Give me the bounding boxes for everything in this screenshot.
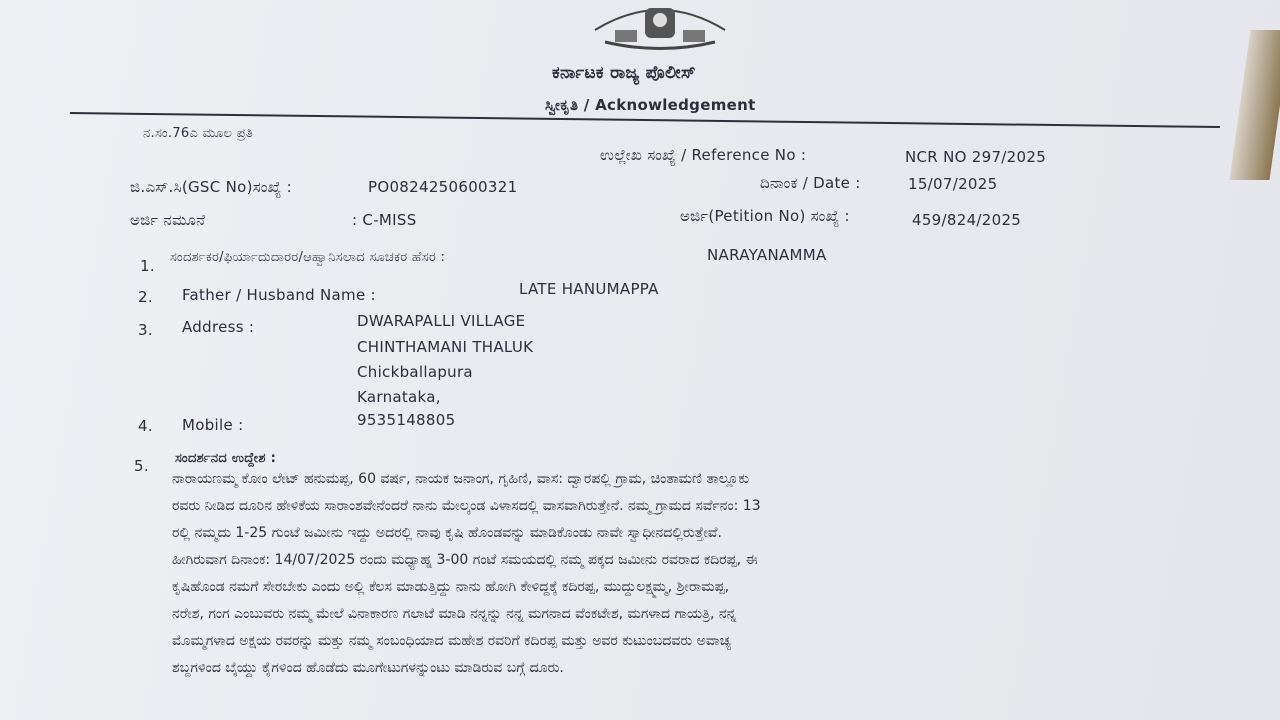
- field-number: 3.: [138, 321, 153, 339]
- acknowledgement-title: ಸ್ವೀಕೃತಿ / Acknowledgement: [545, 96, 756, 114]
- father-name-value: LATE HANUMAPPA: [519, 280, 659, 298]
- address-line: CHINTHAMANI THALUK: [357, 338, 534, 356]
- table-edge: [1229, 30, 1280, 180]
- mobile-value: 9535148805: [357, 411, 456, 429]
- purpose-line: ರವರು ನೀಡಿದ ದೂರಿನ ಹೇಳಿಕೆಯ ಸಾರಾಂಶವೇನೆಂದರೆ ನಾನು ಮೇಲ್ಕಂಡ ವಿಳಾಸದಲ್ಲಿ ವಾಸವಾಗಿರುತ್ತೇನೆ. ನಮ್ಮ ಗ್ರಾಮದ ಸರ್ವೆನಂ: 13: [172, 498, 761, 514]
- form-type-value: : C-MISS: [352, 211, 417, 229]
- field-number: 5.: [134, 457, 149, 475]
- gsc-value: PO0824250600321: [368, 178, 518, 196]
- petition-value: 459/824/2025: [912, 211, 1022, 229]
- father-name-label: Father / Husband Name :: [182, 286, 376, 304]
- address-value: DWARAPALLI VILLAGE: [357, 312, 526, 330]
- field-number: 1.: [140, 257, 155, 275]
- purpose-label: ಸಂದರ್ಶನದ ಉದ್ದೇಶ :: [175, 451, 277, 466]
- gsc-label: ಜಿ.ಎಸ್.ಸಿ(GSC No)ಸಂಖ್ಯೆ :: [130, 178, 292, 196]
- address-label: Address :: [182, 318, 255, 336]
- purpose-line: ಹೀಗಿರುವಾಗ ದಿನಾಂಕ: 14/07/2025 ರಂದು ಮಧ್ಯಾಹ್ನ 3-00 ಗಂಟೆ ಸಮಯದಲ್ಲಿ ನಮ್ಮ ಪಕ್ಕದ ಜಮೀನು ರವರಾದ ಕದಿರಪ್ಪ, ಈ: [172, 552, 758, 568]
- petition-label: ಅರ್ಜಿ(Petition No) ಸಂಖ್ಯೆ :: [680, 207, 850, 225]
- purpose-line: ಕೃಷಿಹೊಂಡ ನಮಗೆ ಸೇರಬೇಕು ಎಂದು ಅಲ್ಲಿ ಕೆಲಸ ಮಾಡುತ್ತಿದ್ದು ನಾನು ಹೋಗಿ ಕೇಳಿದ್ದಕ್ಕೆ ಕದಿರಪ್ಪ, ಮುದ್ದುಲಕ್ಷ್ಮಮ್ಮ, ಶ್ರೀರಾಮಪ್ಪ,: [172, 579, 730, 595]
- purpose-line: ಶಬ್ದಗಳಿಂದ ಬೈಯ್ದು ಕೈಗಳಿಂದ ಹೊಡೆದು ಮೂಗೇಟುಗಳನ್ನುಂಟು ಮಾಡಿರುವ ಬಗ್ಗೆ ದೂರು.: [172, 660, 564, 676]
- date-label: ದಿನಾಂಕ / Date :: [760, 174, 861, 192]
- visitor-name-value: NARAYANAMMA: [707, 246, 827, 264]
- police-title: ಕರ್ನಾಟಕ ರಾಜ್ಯ ಪೊಲೀಸ್: [552, 63, 696, 83]
- purpose-line: ನಾರಾಯಣಮ್ಮ ಕೋಂ ಲೇಟ್ ಹನುಮಪ್ಪ, 60 ವರ್ಷ, ನಾಯಕ ಜನಾಂಗ, ಗೃಹಿಣಿ, ವಾಸ: ದ್ವಾರಪಲ್ಲಿ ಗ್ರಾಮ, ಚಿಂತಾಮಣಿ ತಾಲ್ಲೂಕು: [172, 471, 750, 487]
- address-line: Chickballapura: [357, 363, 473, 381]
- purpose-line: ನರೇಶ, ಗಂಗ ಎಂಬುವರು ನಮ್ಮ ಮೇಲೆ ವಿನಾಕಾರಣ ಗಲಾಟೆ ಮಾಡಿ ನನ್ನನ್ನು ನನ್ನ ಮಗನಾದ ವೆಂಕಟೇಶ, ಮಗಳಾದ ಗಾಯತ್ರಿ, ನನ್ನ: [172, 606, 737, 622]
- form-number: ನ.ಸಂ.76ಎ ಮೂಲ ಪ್ರತಿ: [143, 126, 254, 141]
- address-line: Karnataka,: [357, 388, 441, 406]
- reference-label: ಉಲ್ಲೇಖ ಸಂಖ್ಯೆ / Reference No :: [600, 146, 807, 164]
- purpose-text: [172, 466, 1192, 682]
- karnataka-emblem-icon: [585, 0, 735, 52]
- date-value: 15/07/2025: [908, 175, 998, 193]
- reference-value: NCR NO 297/2025: [905, 148, 1047, 166]
- form-type-label: ಅರ್ಜಿ ನಮೂನೆ: [130, 211, 206, 229]
- field-number: 4.: [138, 417, 153, 435]
- purpose-line: ಮೊಮ್ಮಗಳಾದ ಅಕ್ಷಯ ರವರನ್ನು ಮತ್ತು ನಮ್ಮ ಸಂಬಂಧಿಯಾದ ಮಹೇಶ ರವರಿಗೆ ಕದಿರಪ್ಪ ಮತ್ತು ಅವರ ಕುಟುಂಬದವರು ಅವಾಚ್ಯ: [172, 633, 732, 649]
- visitor-name-label: ಸಂದರ್ಶಕರ/ಫಿರ್ಯಾದುದಾರರ/ಆಹ್ವಾನಿಸಲಾದ ಸೂಚಕರ ಹೆಸರ :: [170, 250, 446, 265]
- purpose-line: ರಲ್ಲಿ ನಮ್ಮದು 1-25 ಗುಂಟೆ ಜಮೀನು ಇದ್ದು ಅದರಲ್ಲಿ ನಾವು ಕೃಷಿ ಹೊಂಡವನ್ನು ಮಾಡಿಕೊಂಡು ನಾವೇ ಸ್ವಾಧೀನದಲ್ಲಿರುತ್ತೇವೆ.: [172, 525, 722, 541]
- mobile-label: Mobile :: [182, 416, 244, 434]
- field-number: 2.: [138, 288, 153, 306]
